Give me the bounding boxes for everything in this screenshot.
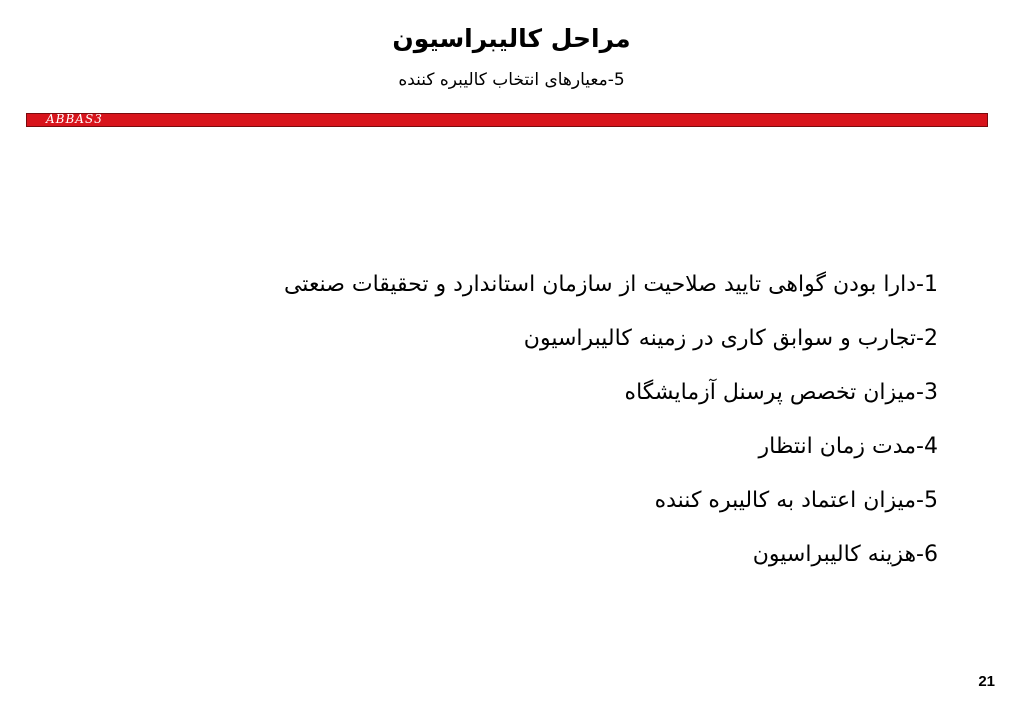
list-item: 4-مدت زمان انتظار: [758, 434, 938, 459]
list-item: 6-هزینه کالیبراسیون: [752, 542, 938, 567]
logo-signature: ABBAS3: [46, 112, 103, 126]
slide-subtitle: 5-معیارهای انتخاب کالیبره کننده: [398, 70, 625, 90]
slide-title: مراحل کالیبراسیون: [392, 24, 631, 53]
list-item: 5-میزان اعتماد به کالیبره کننده: [654, 488, 938, 513]
header-divider-bar: [26, 113, 988, 127]
criteria-list: [138, 258, 938, 582]
list-item: 3-میزان تخصص پرسنل آزمایشگاه: [624, 380, 938, 405]
list-item: 1-دارا بودن گواهی تایید صلاحیت از سازمان استاندارد و تحقیقات صنعتی: [283, 272, 938, 297]
list-item: 2-تجارب و سوابق کاری در زمینه کالیبراسیون: [523, 326, 938, 351]
page-number: 21: [978, 673, 995, 690]
